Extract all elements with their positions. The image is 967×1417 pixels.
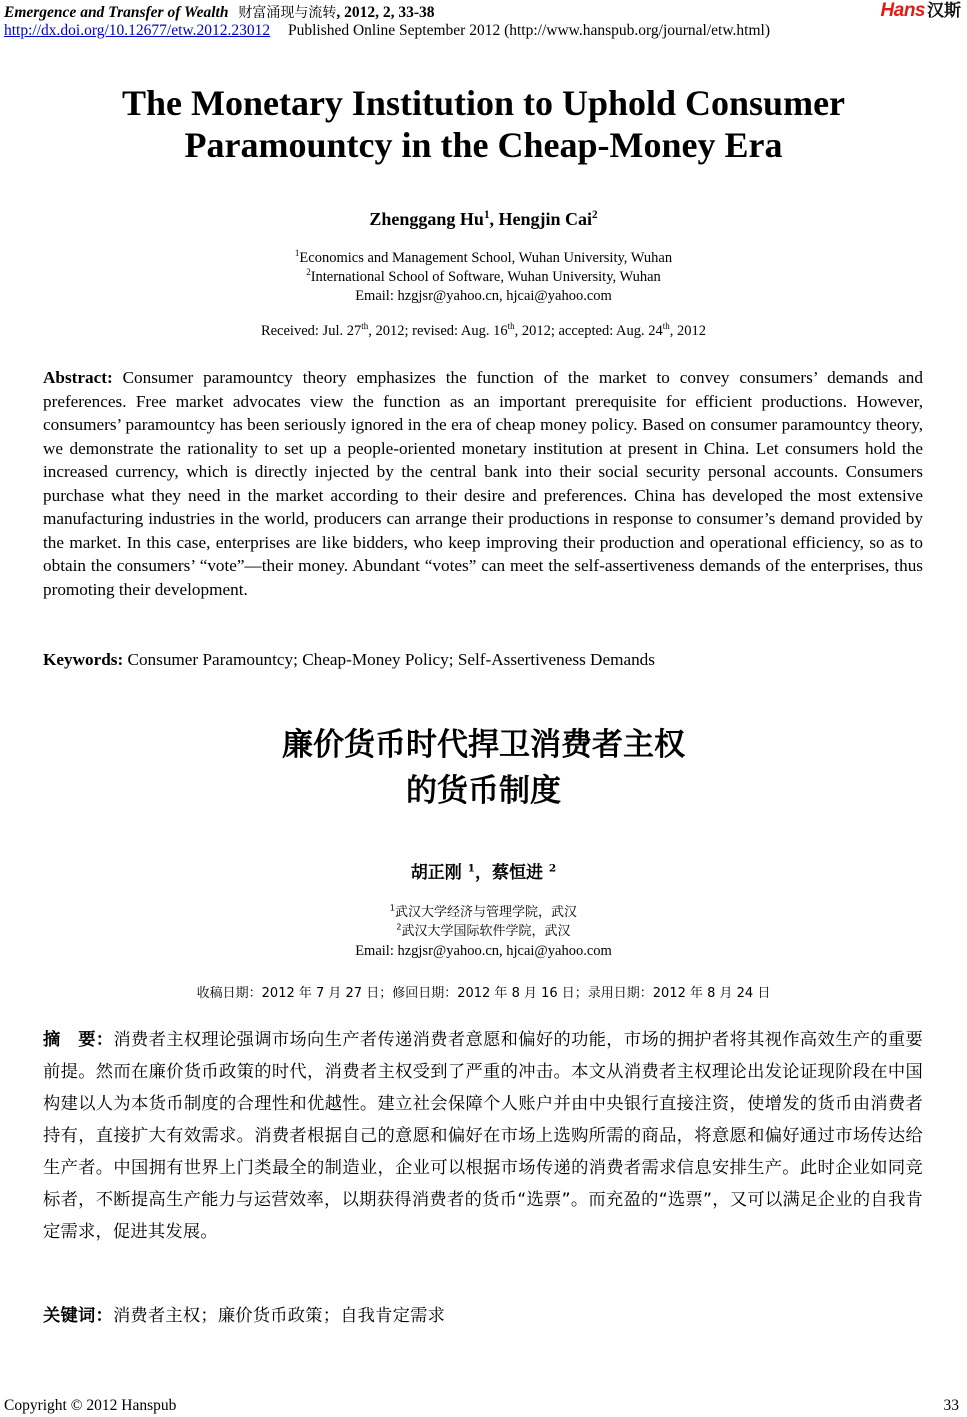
authors-cn xyxy=(0,858,967,883)
abstract-label: Abstract: xyxy=(43,368,113,387)
year-text: , 2012 xyxy=(669,323,707,339)
received-dates-en xyxy=(0,323,967,340)
keywords-text-cn: 消费者主权；廉价货币政策；自我肯定需求 xyxy=(112,1306,446,1326)
affiliation-text: Economics and Management School, Wuhan University, Wuhan xyxy=(299,250,673,266)
journal-header xyxy=(4,2,435,22)
author-name: Hengjin Cai xyxy=(498,209,593,229)
keywords-text: Consumer Paramountcy; Cheap-Money Policy; Self-Assertiveness Demands xyxy=(127,650,655,669)
affiliation-mark: 1 xyxy=(389,903,396,913)
author-separator: ， xyxy=(475,863,492,883)
hanspub-logo xyxy=(881,0,961,22)
journal-name: Emergence and Transfer of Wealth xyxy=(4,4,229,21)
accepted-text: , 2012; accepted: Aug. 24 xyxy=(514,323,663,339)
affiliation-mark: 1 xyxy=(294,248,300,259)
author-separator: , xyxy=(489,209,499,229)
authors-en xyxy=(0,209,967,230)
keywords-label-cn: 关键词： xyxy=(43,1306,113,1326)
page-number: 33 xyxy=(943,1397,959,1414)
abstract-text-cn: 消费者主权理论强调市场向生产者传递消费者意愿和偏好的功能，市场的拥护者将其视作高效生产的重要前提。然而在廉价货币政策的时代，消费者主权受到了严重的冲击。本文从消费者主权理论出发论证现阶段在中国构建以人为本货币制度的合理性和优越性。建立社会保障个人账户并由中央银行直接注资，使增发的货币由消费者持有，直接扩大有效需求。消费者根据自己的意愿和偏好在市场上选购所需的商品，将意愿和偏好通过市场传达给生产者。中国拥有世界上门类最全的制造业，企业可以根据市场传递的消费者需求信息安排生产。此时企业如同竞标者，不断提高生产能力与运营效率，以期获得消费者的货币“选票”。而充盈的“选票”，又可以满足企业的自我肯定需求，促进其发展。 xyxy=(43,1030,923,1242)
ordinal-suffix: th xyxy=(507,321,515,332)
abstract-label-cn: 摘 要： xyxy=(43,1030,114,1050)
affiliation-text: 武汉大学经济与管理学院，武汉 xyxy=(395,905,578,920)
paper-title-en xyxy=(0,82,967,166)
journal-name-cn: 财富涌现与流转 xyxy=(238,5,337,21)
title-cn-line2: 的货币制度 xyxy=(406,773,561,809)
title-en-line2: Paramountcy in the Cheap-Money Era xyxy=(184,125,783,165)
author-affiliation-mark: 1 xyxy=(483,209,490,221)
affiliation-en-2 xyxy=(0,268,967,287)
keywords-label: Keywords: xyxy=(43,650,124,669)
author-name: 胡正刚 xyxy=(410,863,462,883)
keywords-cn xyxy=(43,1300,923,1332)
affiliation-mark: 2 xyxy=(396,922,402,932)
title-en-line1: The Monetary Institution to Uphold Consumer xyxy=(121,83,846,123)
affiliation-text: 武汉大学国际软件学院，武汉 xyxy=(401,924,571,939)
published-online: Published Online September 2012 (http://www.hanspub.org/journal/etw.html) xyxy=(287,22,770,39)
author-name: 蔡恒进 xyxy=(492,863,543,883)
ordinal-suffix: th xyxy=(361,321,369,332)
logo-text-cn: 汉斯 xyxy=(927,1,961,21)
affiliation-cn-1 xyxy=(0,903,967,922)
author-affiliation-mark: 1 xyxy=(467,862,475,875)
abstract-en xyxy=(43,366,923,601)
logo-text-latin: Hans xyxy=(880,0,925,21)
author-affiliation-mark: 2 xyxy=(548,862,557,875)
author-name: Zhenggang Hu xyxy=(369,209,484,229)
received-text: Received: Jul. 27 xyxy=(260,323,362,339)
journal-citation: , 2012, 2, 33-38 xyxy=(336,4,435,21)
abstract-cn xyxy=(43,1024,923,1248)
paper-title-cn xyxy=(0,722,967,814)
revised-text: , 2012; revised: Aug. 16 xyxy=(368,323,508,339)
affiliation-cn-2 xyxy=(0,922,967,941)
affiliation-en-1 xyxy=(0,249,967,268)
email-cn: Email: hzgjsr@yahoo.cn, hjcai@yahoo.com xyxy=(355,943,612,959)
doi-link[interactable]: http://dx.doi.org/10.12677/etw.2012.23012 xyxy=(4,22,271,39)
received-dates-cn: 收稿日期：2012 年 7 月 27 日；修回日期：2012 年 8 月 16 日；录用日期：2012 年 8 月 24 日 xyxy=(196,986,771,1001)
email-en: Email: hzgjsr@yahoo.cn, hjcai@yahoo.com xyxy=(355,288,612,304)
abstract-text: Consumer paramountcy theory emphasizes the function of the market to convey consumers’ demands and preferences. Free market advocates view the function as an important prerequisite for efficient productions. However, consumers’ paramountcy has been seriously ignored in the era of cheap money policy. Based on consumer paramountcy theory, we demonstrate the rationality to set up a people-oriented monetary institution at present in China. Let consumers hold the increased currency, which is directly injected by the central bank into their social security personal accounts. Consumers purchase what they need in the market according to their desire and preferences. China has developed the most extensive manufacturing industries in the world, producers can arrange their productions in response to consumer’s demand provided by the market. In this case, enterprises are like bidders, who keep improving their production and operational efficiency, so as to obtain the consumers’ “vote”—their money. Abundant “votes” can meet the self-assertiveness demands of the enterprises, thus promoting their development. xyxy=(43,368,923,599)
affiliation-mark: 2 xyxy=(306,267,311,278)
copyright: Copyright © 2012 Hanspub xyxy=(4,1397,177,1414)
author-affiliation-mark: 2 xyxy=(592,209,598,221)
affiliation-text: International School of Software, Wuhan University, Wuhan xyxy=(310,269,661,285)
ordinal-suffix: th xyxy=(662,321,670,332)
title-cn-line1: 廉价货币时代捍卫消费者主权 xyxy=(282,727,685,763)
keywords-en xyxy=(43,648,923,672)
doi-line xyxy=(4,22,770,40)
